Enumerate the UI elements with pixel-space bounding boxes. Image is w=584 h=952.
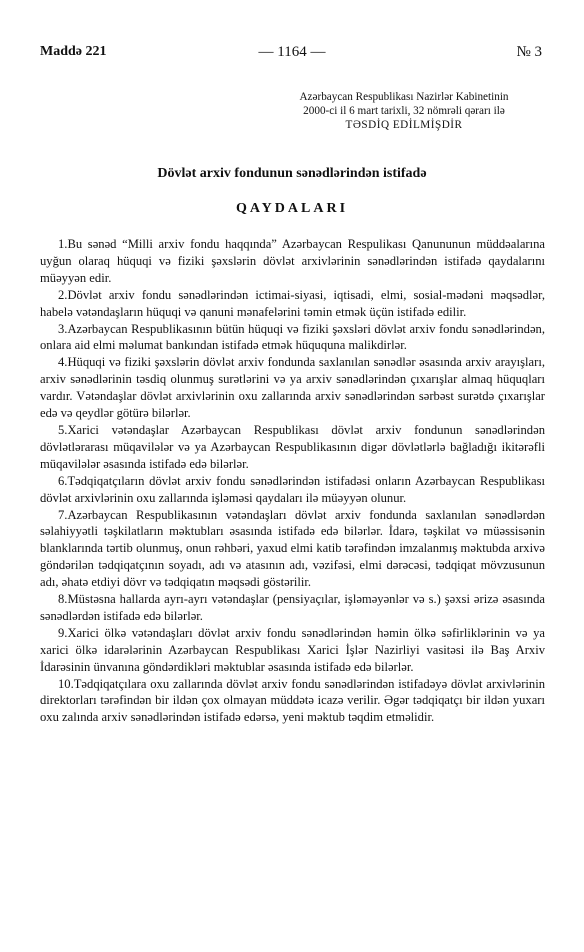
paragraph-6: 6.Tədqiqatçıların dövlət arxiv fondu sənədlərindən istifadəsi onların Azərbaycan Respublikası dövlət arxivlərinin oxu zallarında işləməsi qaydaları ilə müəyyən olunur. <box>40 473 545 505</box>
paragraph-3: 3.Azərbaycan Respublikasının bütün hüquqi və fiziki şəxsləri dövlət arxiv fondu sənədlərindən, onlara aid elmi məlumat bankından istifadə etmək hüququna malikdirlər. <box>40 321 545 353</box>
paragraph-9: 9.Xarici ölkə vətəndaşları dövlət arxiv fondu sənədlərindən həmin ölkə səfirliklərinin və ya xarici ölkə idarələrinin Azərbaycan Respublikası Xarici İşlər Nazirliyi vasitəsi ilə Baş Arxiv İdarəsinin ünvanına göndərdikləri məktublar əsasında istifadə edə bilərlər. <box>40 625 545 674</box>
paragraph-7: 7.Azərbaycan Respublikasının vətəndaşları dövlət arxiv fondunda saxlanılan sənədlərdən səlahiyyətli təşkilatların məktubları əsasında istifadə edə bilərlər. İdarə, təşkilat və müəssisənin blanklarında tərtib olunmuş, onun rəhbəri, yaxud elmi katib tərəfindən imzalanmış məktubda arxivə göndərilən tədqiqatçının soyadı, adı və atasının adı, vəzifəsi, elmi dərəcəsi, tədqiqat mövzusunun adı, əhatə etdiyi dövr və tədqiqatın məqsədi göstərilir. <box>40 507 545 590</box>
document-title: Dövlət arxiv fondunun sənədlərindən istifadə <box>157 166 427 181</box>
paragraph-2: 2.Dövlət arxiv fondu sənədlərindən ictimai-siyasi, iqtisadi, elmi, sosial-mədəni məqsədlər, habelə vətəndaşların hüquqi və qanuni mənafelərini təmin etmək üçün istifadə edilir. <box>40 287 545 319</box>
approval-stamp: TƏSDİQ EDİLMİŞDİR <box>345 119 463 131</box>
approval-line-2: 2000-ci il 6 mart tarixli, 32 nömrəli qərarı ilə <box>303 105 505 117</box>
article-number: Maddə 221 <box>40 44 107 59</box>
paragraph-1: 1.Bu sənəd “Milli arxiv fondu haqqında” Azərbaycan Respulikası Qanununun müddəalarına uyğun olaraq hüquqi və fiziki şəxslərin dövlət arxivlərinin sənədlərindən istifadə qaydalarını müəyyən edir. <box>40 237 545 285</box>
document-subtitle: QAYDALARI <box>235 201 349 216</box>
document-body <box>40 236 545 726</box>
paragraph-8: 8.Müstəsna hallarda ayrı-ayrı vətəndaşlar (pensiyaçılar, işləməyənlər və s.) şəxsi ərizə əsasında sənədlərdən istifadə edə bilərlər. <box>40 592 545 623</box>
paragraph-5: 5.Xarici vətəndaşlar Azərbaycan Respublikası dövlət arxiv fondunun sənədlərindən dövlətlərarası müqavilələr və ya Azərbaycan Respublikasının digər dövlətlərlə bağladığı ikitərəfli müqavilələr əsasında istifadə edə bilərlər. <box>40 422 545 471</box>
issue-number: № 3 <box>516 44 542 60</box>
page-number: — 1164 — <box>258 44 326 60</box>
approval-block <box>254 90 554 132</box>
approval-line-1: Azərbaycan Respublikası Nazirlər Kabinetinin <box>299 91 509 103</box>
paragraph-10: 10.Tədqiqatçılara oxu zallarında dövlət arxiv fondu sənədlərindən istifadəyə dövlət arxivlərinin direktorları tərəfindən bir ildən çox olmayan müddətə icazə verilir. Əgər tədqiqatçı bir ildən yuxarı oxu zalında arxiv sənədlərindən istifadə edərsə, yeni məktub təqdim etməlidir. <box>40 676 545 725</box>
paragraph-4: 4.Hüquqi və fiziki şəxslərin dövlət arxiv fondunda saxlanılan sənədlər əsasında arxiv arayışları, arxiv sənədlərinin təsdiq olunmuş surətlərini və ya arxiv sənədlərindən çıxarışlar almaq hüquqları vardır. Vətəndaşlar dövlət arxivlərinin oxu zallarında arxiv sənədlərindən sərbəst surətdə çıxarışlar edə və qeydlər götürə bilərlər. <box>40 355 545 421</box>
